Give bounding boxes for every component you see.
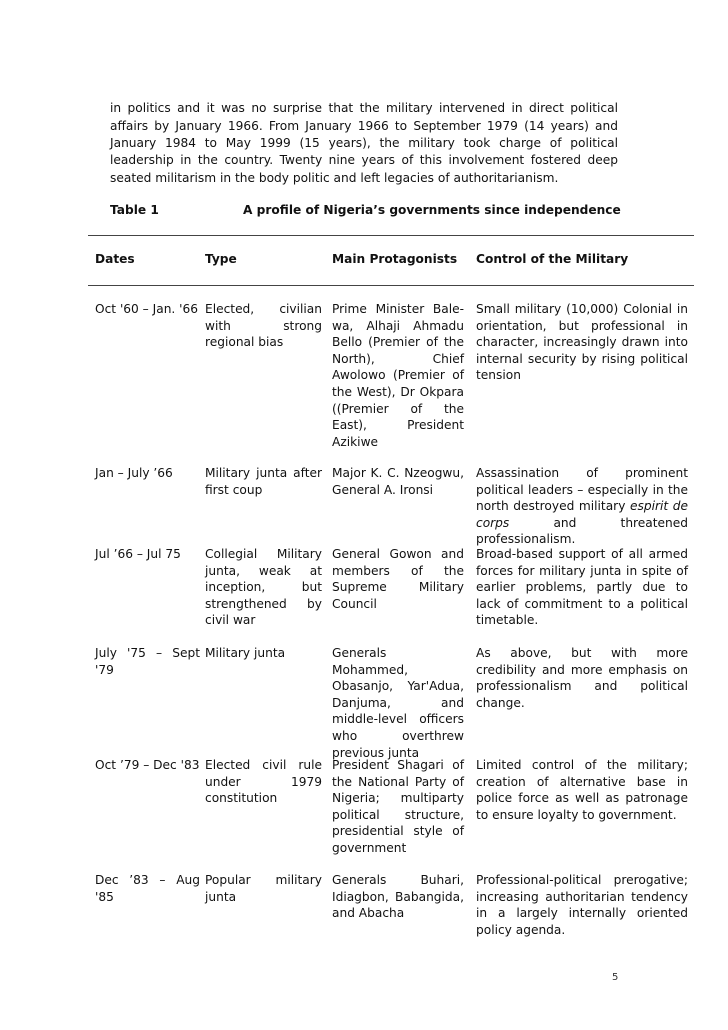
row-control: Broad-based support of all armed forces for military junta in spite of earlier problems, partly due to lack of commitment to a political timetable.	[476, 547, 688, 628]
control-italic-text: espirit de corps	[476, 499, 688, 530]
header-protagonists: Main Protagonists	[332, 252, 458, 266]
table-number: Table 1	[110, 203, 159, 217]
header-bottom-rule	[88, 285, 694, 286]
row-dates: Oct '60 – Jan. '66	[95, 302, 199, 316]
row-protagonists: Major K. C. Nzeogwu, General A. Ironsi	[332, 466, 464, 497]
table-caption	[110, 203, 620, 221]
control-text: Assassination of prominent political leaders – especially in the north destroyed military	[476, 466, 688, 514]
page-number: 5	[612, 972, 619, 983]
row-dates: Oct ’79 – Dec '83	[95, 758, 200, 772]
row-type: Military junta	[205, 646, 286, 660]
row-type: Collegial Military junta, weak at inception, but strengthened by civil war	[205, 547, 322, 628]
control-text-end: and threatened professionalism.	[476, 515, 688, 547]
row-control: Limited control of the military; creation of alternative base in police force as well as patronage to ensure loyalty to government.	[476, 758, 688, 822]
row-dates: Jul ’66 – Jul 75	[95, 547, 181, 561]
row-protagonists: Generals Buhari, Idiagbon, Babangida, and Abacha	[332, 873, 464, 921]
row-control: As above, but with more credibility and more emphasis on professionalism and political change.	[476, 646, 688, 710]
row-dates: Jan – July ’66	[95, 466, 173, 480]
row-protagonists: President Shagari of the National Party of Nigeria; multiparty political structure, presidential style of government	[332, 758, 464, 855]
header-dates: Dates	[95, 252, 135, 266]
intro-paragraph: in politics and it was no surprise that the military intervened in direct political affairs by January 1966. From January 1966 to September 1979 (14 years) and January 1984 to May 1999 (15 years), the military took charge of political leadership in the country. Twenty nine years of this involvement fostered deep seated militarism in the body politic and left legacies of authoritarianism.	[110, 101, 618, 185]
table-title: A profile of Nigeria’s governments since independence	[243, 203, 621, 217]
row-control: Professional-political prerogative; increasing authoritarian tendency in a largely internally oriented policy agenda.	[476, 873, 688, 937]
row-protagonists: Prime Minister Bale-wa, Alhaji Ahmadu Bello (Premier of the North), Chief Awolowo (Premier of the West), Dr Okpara ((Premier of the East), President Azikiwe	[332, 302, 464, 449]
table-top-rule	[88, 235, 694, 236]
row-type: Elected, civilian with strong regional bias	[205, 302, 322, 350]
header-type: Type	[205, 252, 237, 266]
row-control	[476, 465, 688, 548]
row-protagonists: General Gowon and members of the Supreme Military Council	[332, 547, 464, 611]
row-control: Small military (10,000) Colonial in orientation, but professional in character, increasingly drawn into internal security by rising political tension	[476, 302, 688, 383]
header-control: Control of the Military	[476, 252, 629, 266]
row-protagonists: Generals Mohammed, Obasanjo, Yar'Adua, Danjuma, and middle-level officers who overthrew previous junta	[332, 646, 464, 760]
row-type: Military junta after first coup	[205, 466, 322, 497]
row-type: Popular military junta	[205, 873, 322, 904]
row-dates: July '75 – Sept '79	[95, 646, 200, 677]
row-type: Elected civil rule under 1979 constitution	[205, 758, 322, 806]
row-dates: Dec ’83 – Aug '85	[95, 873, 200, 904]
